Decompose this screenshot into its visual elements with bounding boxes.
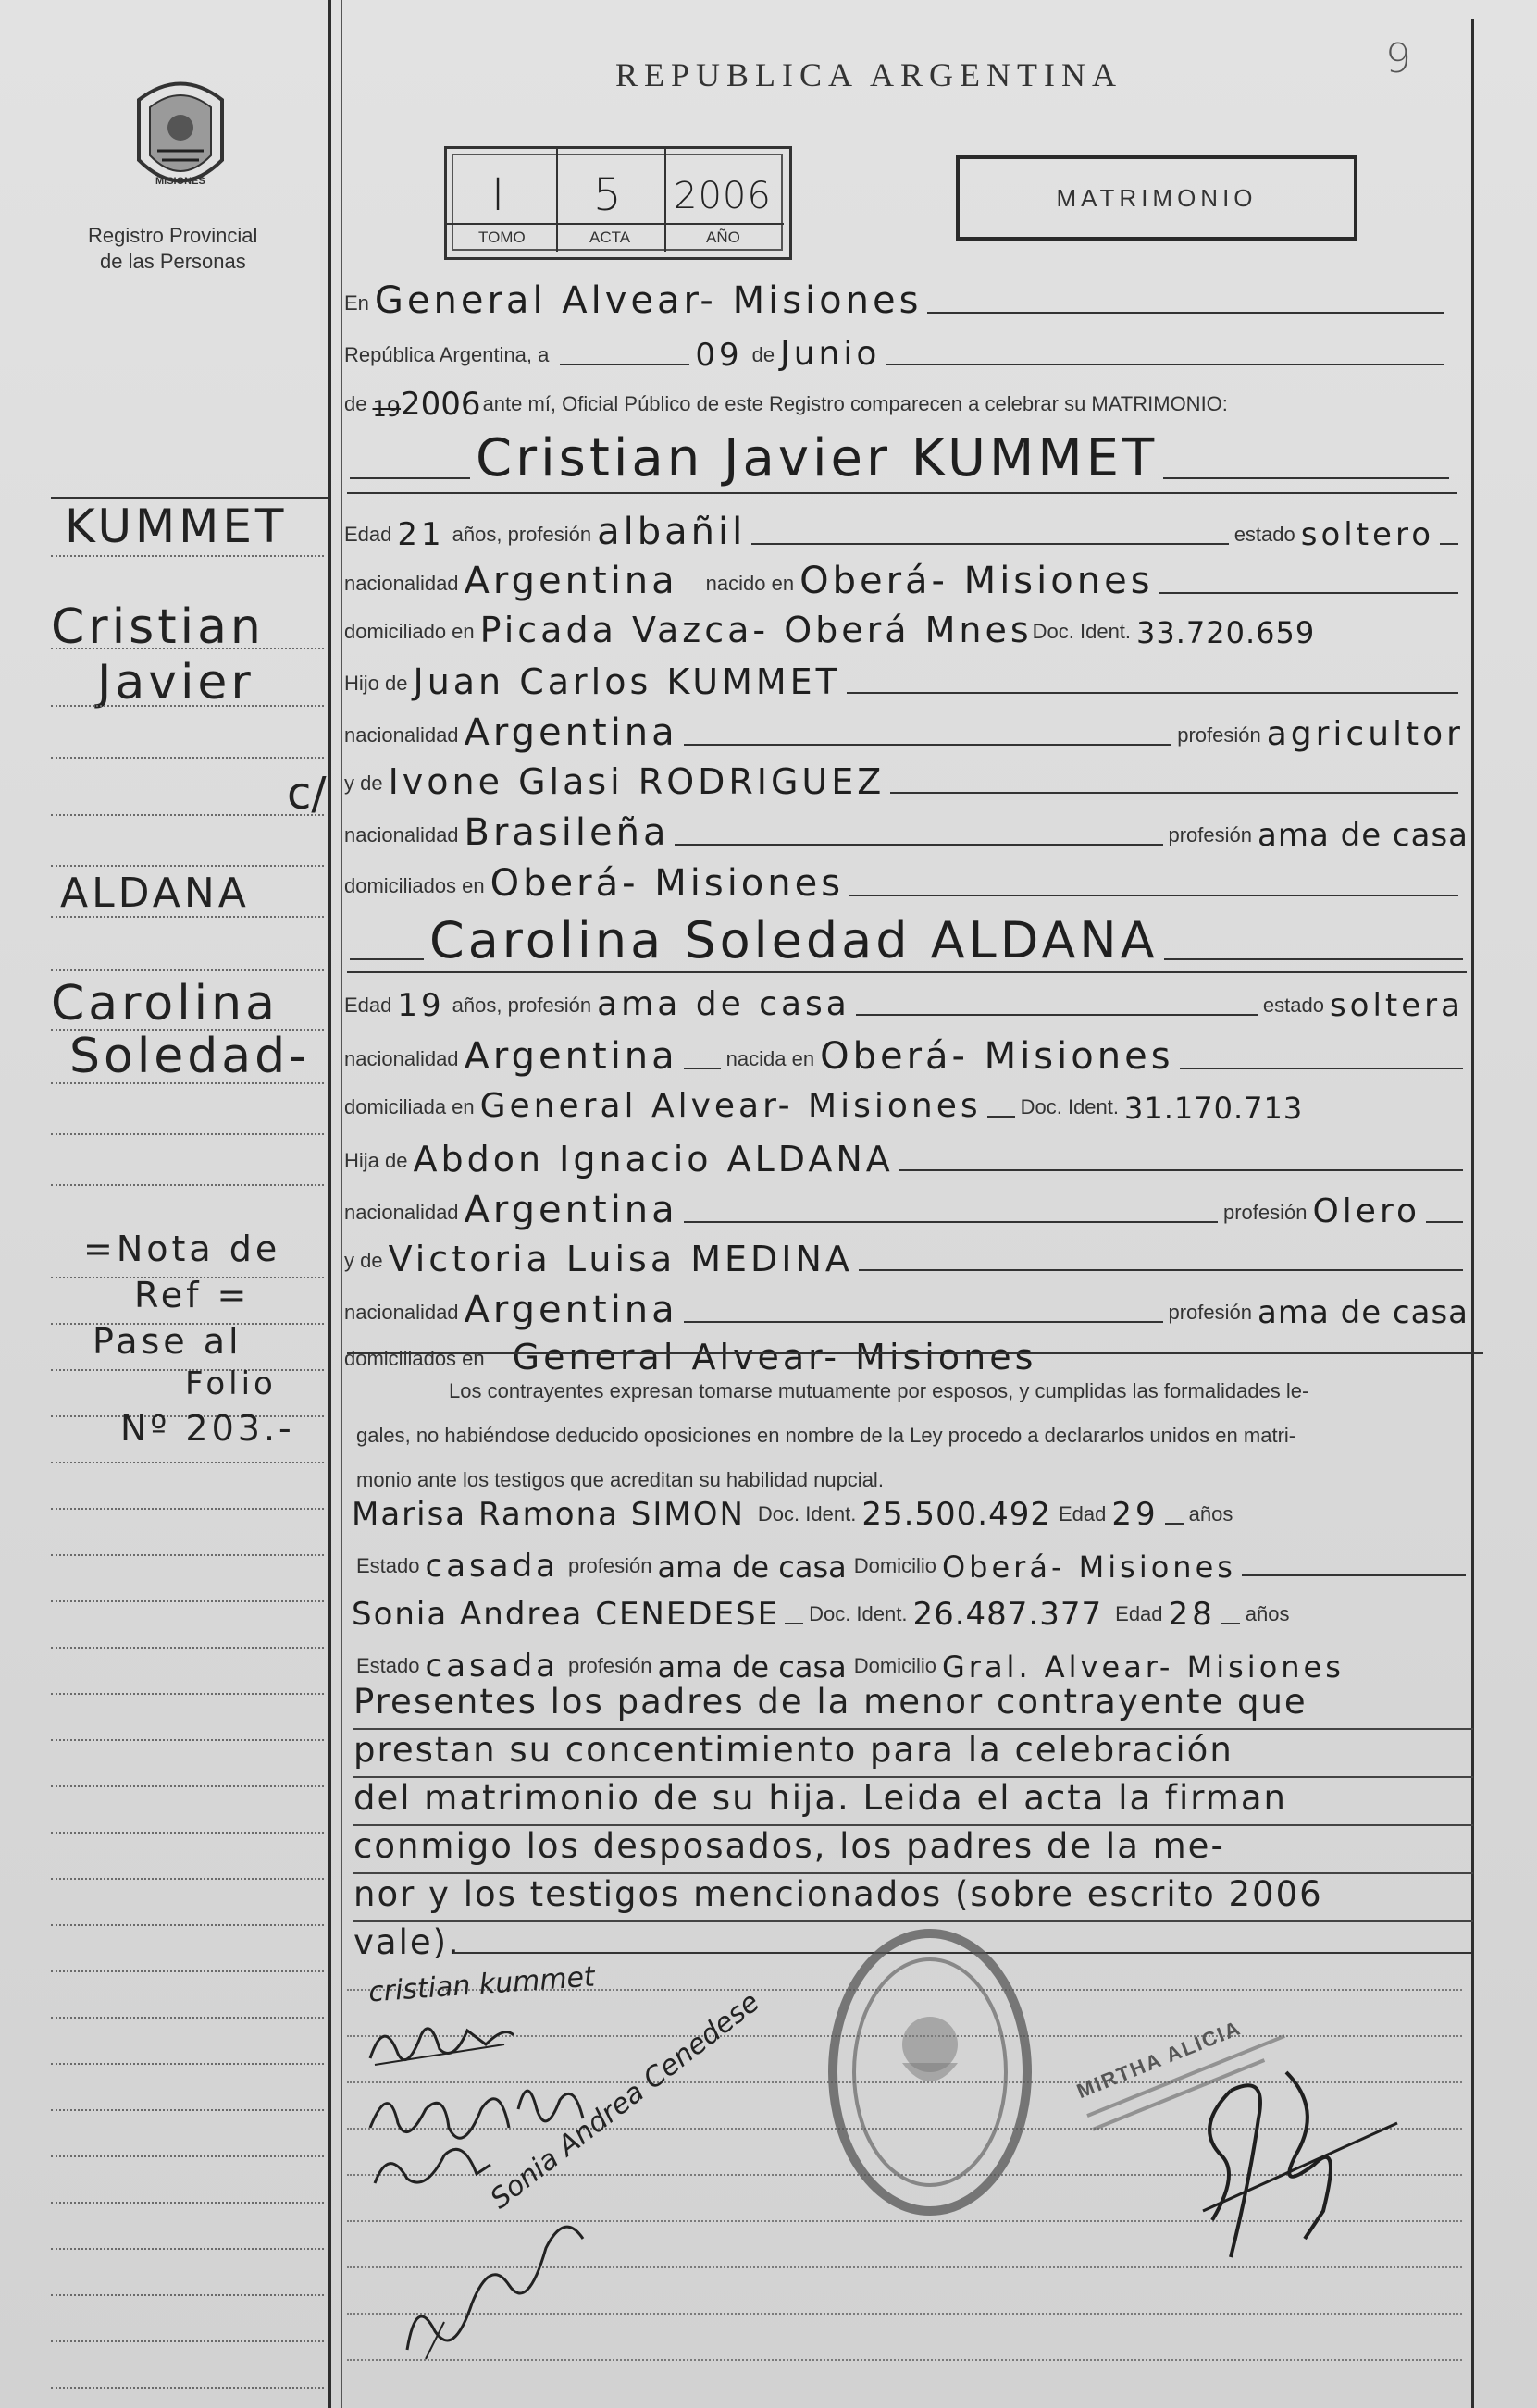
date-line: República Argentina, a 09 de Junio (344, 338, 1450, 371)
groom-domicile-line: domiciliado en Picada Vazca- Oberá Mnes Doc. Ident. 33.720.659 (344, 610, 1316, 650)
page-number: 9 (1385, 35, 1414, 82)
groom-father: Juan Carlos KUMMET (413, 661, 841, 702)
ceremony-place: General Alvear- Misiones (374, 279, 923, 322)
groom-profession: albañil (597, 511, 747, 553)
witness1-domicile: Oberá- Misiones (941, 1550, 1236, 1585)
margin-con: c/ (287, 768, 327, 820)
document-type: MATRIMONIO (1056, 183, 1258, 212)
acta-label: ACTA (589, 228, 631, 246)
groom-age-line: Edad 21 años, profesión albañil estado soltero (344, 513, 1464, 550)
groom-father-profession: agricultor (1266, 715, 1464, 753)
registry-name-line2: de las Personas (100, 250, 246, 273)
seal-text: MISIONES (155, 176, 205, 187)
ceremony-month: Junio (780, 335, 881, 373)
witness1-line: Marisa Ramona SIMON Doc. Ident. 25.500.492 Edad 29 años (352, 1496, 1233, 1533)
bride-name-line (344, 911, 1469, 969)
margin-note-line3: Pase al (93, 1321, 242, 1362)
ceremony-year: 2006 (401, 386, 481, 423)
margin-note-line5: Nº 203.- (120, 1408, 295, 1449)
declaration-line1: Los contrayentes expresan tomarse mutuamente por esposos, y cumplidas las formalidades le- (449, 1379, 1309, 1402)
groom-full-name: Cristian Javier KUMMET (476, 428, 1159, 488)
groom-doc: 33.720.659 (1136, 615, 1316, 650)
tomo-value: I (491, 169, 508, 221)
witness2-name: Sonia Andrea CENEDESE (352, 1596, 780, 1633)
bride-parents-dom-line: domiciliados en General Alvear- Misiones (344, 1337, 1037, 1377)
bride-mother-nationality: Argentina (464, 1289, 678, 1331)
groom-civil-status: soltero (1300, 516, 1434, 553)
round-registry-stamp (824, 1924, 1036, 2225)
anio-label: AÑO (706, 228, 740, 246)
bride-mother-nat-line: nacionalidad Argentina profesión ama de casa (344, 1289, 1469, 1331)
bride-doc: 31.170.713 (1124, 1091, 1304, 1126)
country-title: REPUBLICA ARGENTINA (615, 56, 1123, 93)
notes-line2: prestan su concentimiento para la celebración (353, 1730, 1473, 1778)
bride-age-line: Edad 19 años, profesión ama de casa estado soltera (344, 985, 1464, 1024)
witness1-name: Marisa Ramona SIMON (352, 1496, 745, 1533)
witness2-line: Sonia Andrea CENEDESE Doc. Ident. 26.487.377 Edad 28 años (352, 1596, 1290, 1633)
groom-father-nationality: Argentina (464, 711, 678, 754)
bride-father-line: Hija de Abdon Ignacio ALDANA (344, 1142, 1469, 1177)
groom-mother-line: y de Ivone Glasi RODRIGUEZ (344, 764, 1464, 799)
margin-note-line2: Ref = (134, 1275, 251, 1315)
bride-parents-domicile: General Alvear- Misiones (512, 1337, 1037, 1377)
margin-note-line4: Folio (185, 1365, 277, 1402)
bride-mother: Victoria Luisa MEDINA (388, 1239, 853, 1279)
margin-rule-right (1471, 19, 1474, 2408)
groom-parents-domicile: Oberá- Misiones (490, 862, 845, 905)
tomo-label: TOMO (478, 228, 526, 246)
bride-father-profession: Olero (1312, 1192, 1420, 1230)
registry-seal (120, 72, 241, 202)
notes-line4: conmigo los desposados, los padres de la me- (353, 1826, 1473, 1874)
witness2-age: 28 (1168, 1596, 1216, 1633)
witness2-status-line: Estado casada profesión ama de casa Domicilio Gral. Alvear- Misiones (356, 1648, 1345, 1685)
margin-bride-second: Soledad- (69, 1029, 310, 1084)
margin-bride-surname: ALDANA (60, 870, 250, 917)
notes-line1: Presentes los padres de la menor contrayente que (353, 1682, 1473, 1730)
bride-profession: ama de casa (597, 985, 850, 1023)
declaration-line2: gales, no habiéndose deducido oposiciones en nombre de la Ley procedo a declararlos unidos en matri- (356, 1424, 1296, 1447)
groom-signature: cristian kummet (367, 1960, 596, 2009)
groom-birthplace: Oberá- Misiones (799, 560, 1154, 602)
groom-mother: Ivone Glasi RODRIGUEZ (388, 761, 886, 802)
document-type-box (956, 155, 1357, 241)
witness1-status-line: Estado casada profesión ama de casa Domicilio Oberá- Misiones (356, 1550, 1471, 1582)
bride-civil-status: soltera (1329, 987, 1464, 1024)
bride-father-nat-line: nacionalidad Argentina profesión Olero (344, 1192, 1469, 1229)
witness1-doc: 25.500.492 (861, 1496, 1051, 1533)
groom-mother-nationality: Brasileña (464, 811, 670, 854)
margin-bride-first: Carolina (51, 976, 279, 1031)
margin-groom-surname: KUMMET (65, 500, 288, 553)
witness1-signature (389, 2183, 611, 2373)
bride-nationality: Argentina (464, 1035, 678, 1078)
margin-note-line1: =Nota de (83, 1229, 281, 1269)
notes-line3: del matrimonio de su hija. Leida el acta la firman (353, 1778, 1473, 1826)
groom-nationality: Argentina (464, 560, 678, 602)
margin-rule-left (328, 0, 331, 2408)
bride-birthplace: Oberá- Misiones (820, 1035, 1174, 1078)
margin-groom-first: Cristian (51, 599, 265, 655)
groom-mother-profession: ama de casa (1258, 817, 1469, 854)
witness2-domicile: Gral. Alvear- Misiones (941, 1649, 1345, 1685)
record-id-box (444, 146, 792, 260)
groom-name-line (344, 428, 1455, 488)
bride-full-name: Carolina Soledad ALDANA (429, 911, 1159, 969)
witness1-age: 29 (1111, 1496, 1159, 1533)
declaration-line3: monio ante los testigos que acreditan su habilidad nupcial. (356, 1468, 884, 1491)
margin-groom-second: Javier (97, 655, 254, 710)
witness2-signature: Sonia Andrea Cenedese (484, 1985, 766, 2216)
groom-father-line: Hijo de Juan Carlos KUMMET (344, 664, 1464, 699)
bride-mother-line: y de Victoria Luisa MEDINA (344, 1241, 1469, 1277)
witness2-doc: 26.487.377 (912, 1596, 1103, 1633)
official-stamp-text: MIRTHA ALICIA (1073, 2016, 1245, 2104)
groom-domicile: Picada Vazca- Oberá Mnes (479, 610, 1033, 650)
bride-domicile: General Alvear- Misiones (479, 1087, 982, 1125)
groom-mother-nat-line: nacionalidad Brasileña profesión ama de casa (344, 811, 1469, 854)
registry-name-line1: Registro Provincial (88, 224, 258, 247)
notes-line5: nor y los testigos mencionados (sobre escrito 2006 (353, 1874, 1473, 1922)
bride-father: Abdon Ignacio ALDANA (413, 1139, 894, 1179)
witness2-profession: ama de casa (657, 1649, 847, 1685)
groom-parents-dom-line: domiciliados en Oberá- Misiones (344, 865, 1464, 902)
acta-value: 5 (593, 169, 625, 221)
anio-value: 2006 (674, 175, 772, 217)
witness2-civil-status: casada (425, 1648, 559, 1685)
witness1-civil-status: casada (425, 1548, 559, 1585)
groom-father-nat-line: nacionalidad Argentina profesión agricultor (344, 711, 1464, 754)
statement-line: de 19 2006 ante mí, Oficial Público de este Registro comparecen a celebrar su MATRIMONIO: (344, 386, 1228, 423)
bride-nationality-line: nacionalidad Argentina nacida en Oberá- Misiones (344, 1038, 1469, 1075)
groom-nationality-line: nacionalidad Argentina nacido en Oberá- Misiones (344, 562, 1464, 599)
place-line: En General Alvear- Misiones (344, 282, 1450, 319)
official-signature (1175, 2054, 1416, 2271)
bride-father-nationality: Argentina (464, 1189, 678, 1231)
bride-mother-profession: ama de casa (1258, 1294, 1469, 1331)
witness1-profession: ama de casa (657, 1550, 847, 1585)
margin-rule-left-inner (341, 0, 342, 2408)
year-crossed: 19 (372, 396, 402, 422)
bride-domicile-line: domiciliada en General Alvear- Misiones Doc. Ident. 31.170.713 (344, 1087, 1304, 1126)
ceremony-day: 09 (695, 337, 743, 374)
declaration-text (356, 1369, 1467, 1502)
bride-age: 19 (397, 987, 445, 1024)
groom-age: 21 (397, 516, 445, 553)
notes-line6: vale). (353, 1922, 461, 1962)
